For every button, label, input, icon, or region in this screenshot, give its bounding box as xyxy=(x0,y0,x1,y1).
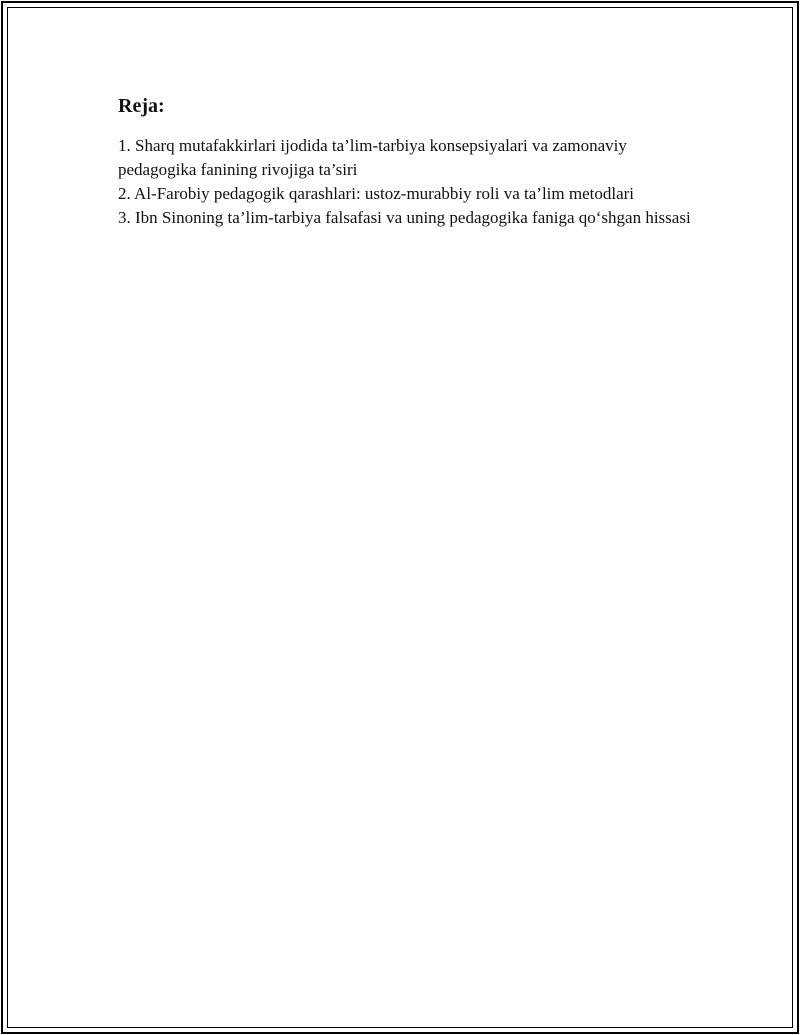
plan-list xyxy=(118,134,698,230)
plan-item-3: 3. Ibn Sinoning ta’lim-tarbiya falsafasi va uning pedagogika faniga qo‘shgan hissasi xyxy=(118,208,691,227)
plan-item-1: 1. Sharq mutafakkirlari ijodida ta’lim-tarbiya konsepsiyalari va zamonaviy pedagogika fanining rivojiga ta’siri xyxy=(118,136,627,179)
plan-heading: Reja: xyxy=(118,95,165,117)
document-body xyxy=(118,92,698,230)
plan-item-2: 2. Al-Farobiy pedagogik qarashlari: ustoz-murabbiy roli va ta’lim metodlari xyxy=(118,184,635,203)
